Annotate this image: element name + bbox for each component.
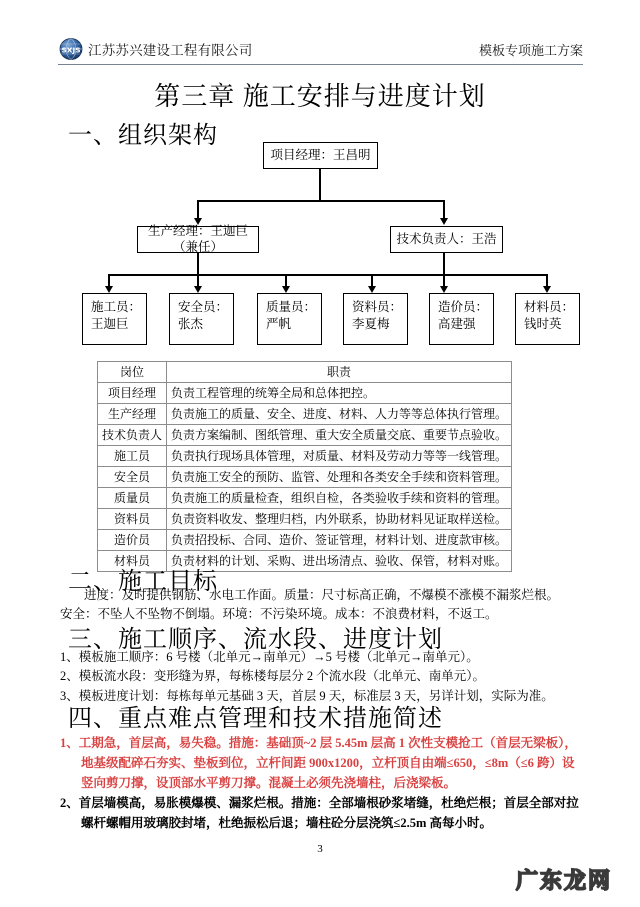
org-node-leaf-4 [343,293,408,345]
org-leaf-name-2: 张杰 [178,316,204,331]
org-connector-bus-level2 [197,200,445,202]
table-row [98,488,512,509]
duty-desc: 负责工程管理的统筹全局和总体把控。 [167,383,512,404]
duty-desc: 负责材料的计划、采购、进出场清点、验收、保管，材料对账。 [167,551,512,572]
org-arrow-leaf-6 [543,286,551,293]
header-company-name: 江苏苏兴建设工程有限公司 [88,43,253,58]
table-row [98,509,512,530]
table-row [98,530,512,551]
org-leaf-name-1: 王迦巨 [91,316,129,331]
org-node-leaf-2 [169,293,234,345]
org-connector-drop-right [443,200,445,220]
list-item [60,793,585,833]
duty-desc: 负责招投标、合同、造价、签证管理，材料计划、进度款审核。 [167,530,512,551]
org-leaf-role-4: 资料员： [352,300,403,314]
org-leaf-role-5: 造价员： [438,300,489,314]
table-row [98,404,512,425]
duty-desc: 负责执行现场具体管理，对质量、材料及劳动力等等一线管理。 [167,446,512,467]
header-left-group [58,38,252,60]
org-arrow-leaf-1 [105,286,113,293]
org-connector-root-stem [319,169,321,200]
page-header [58,36,583,66]
table-header-duty: 职责 [167,362,512,383]
list-item: 1、模板施工顺序：6 号楼（北单元→南单元）→5 号楼（北单元→南单元）。 [60,650,479,664]
duty-desc: 负责方案编制、图纸管理、重大安全质量交底、重要节点验收。 [167,425,512,446]
duty-desc: 负责施工的质量检查，组织自检，各类验收手续和资料的管理。 [167,488,512,509]
table-row [98,383,512,404]
list-item: 3、模板进度计划：每栋每单元基础 3 天，首层 9 天，标准层 3 天，另详计划，实际为准。 [60,688,554,703]
org-leaf-role-2: 安全员： [178,300,229,314]
org-node-technical-lead: 技术负责人：王浩 [390,226,503,253]
duty-desc: 负责施工安全的预防、监管、处理和各类安全手续和资料管理。 [167,467,512,488]
org-arrow-leaf-4 [368,286,376,293]
org-arrow-leaf-2 [194,286,202,293]
org-connector-bus-leaves [108,274,548,276]
duty-post: 资料员 [98,509,167,530]
table-header-row [98,362,512,383]
duty-post: 技术负责人 [98,425,167,446]
org-arrow-leaf-3 [282,286,290,293]
org-node-root: 项目经理：王昌明 [263,142,378,169]
org-leaf-role-1: 施工员： [91,300,142,314]
org-leaf-name-5: 高建强 [438,316,476,331]
org-node-leaf-5 [429,293,494,345]
org-node-leaf-3 [257,293,322,345]
duty-post: 施工员 [98,446,167,467]
duty-table [97,361,512,572]
section-heading-sequence: 三、施工顺序、流水段、进度计划 [68,627,443,653]
table-header-post: 岗位 [98,362,167,383]
key-point-text-1: 工期急，首层高，易失稳。措施：基础顶~2 层 5.45m 层高 1 次性支模抢工（首层无梁板），地基级配碎石夯实、垫板到位，立杆间距 900x1200，立杆顶自由端≤650，≤8m（≤6 跨）设竖向剪刀撑，设顶部水平剪刀撑。混凝土必须先浇墙柱，后浇梁板。 [78,736,577,790]
page-number: 3 [317,843,323,855]
org-node-leaf-1 [82,293,147,345]
duty-desc: 负责施工的质量、安全、进度、材料、人力等等总体执行管理。 [167,404,512,425]
goal-line-2: 安全：不坠人不坠物不倒塌。环境：不污染环境。成本：不浪费材料，不返工。 [60,607,498,622]
header-doc-title: 模板专项施工方案 [478,42,583,58]
key-point-text-2: 首层墙模高，易胀模爆模、漏浆烂根。措施：全部墙根砂浆堵缝，杜绝烂根；首层全部对拉螺杆螺帽用玻璃胶封堵，杜绝振松后退；墙柱砼分层浇筑≤2.5m 高每小时。 [78,796,579,830]
org-node-production-manager: 生产经理：王迦巨（兼任） [137,226,259,253]
table-row [98,446,512,467]
org-leaf-role-3: 质量员： [266,300,317,314]
org-connector-drop-left [197,200,199,220]
org-arrow-leaf-5 [440,286,448,293]
section-heading-org: 一、组织架构 [68,123,218,149]
key-point-number-1: 1、 [60,736,79,750]
org-leaf-name-6: 钱时英 [524,316,562,331]
table-row [98,425,512,446]
duty-post: 材料员 [98,551,167,572]
org-chart [0,140,640,355]
globe-logo-icon [58,38,84,60]
list-item [60,733,585,793]
section-heading-goal: 二、施工目标 [68,569,218,595]
duty-post: 生产经理 [98,404,167,425]
list-item: 2、模板流水段：变形缝为界，每栋楼每层分 2 个流水段（北单元、南单元）。 [60,669,486,684]
header-divider [58,64,583,65]
key-point-number-2: 2、 [60,796,79,810]
duty-desc: 负责资料收发、整理归档，内外联系，协助材料见证取样送检。 [167,509,512,530]
section-heading-key-points: 四、重点难点管理和技术措施简述 [68,706,443,732]
chapter-title: 第三章 施工安排与进度计划 [154,82,486,111]
svg-text:SXJS: SXJS [61,45,81,55]
org-leaf-name-4: 李夏梅 [352,316,390,331]
org-node-leaf-6 [515,293,580,345]
duty-post: 造价员 [98,530,167,551]
duty-post: 安全员 [98,467,167,488]
org-connector-stem-right2 [443,253,445,274]
org-arrow-right [440,218,448,225]
org-leaf-name-3: 严帆 [266,316,292,331]
duty-post: 项目经理 [98,383,167,404]
key-points-list [60,733,585,833]
goal-line-1: 进度：及时提供钢筋、水电工作面。质量：尺寸标高正确，不爆模不涨模不漏浆烂根。 [84,588,560,602]
duty-post: 质量员 [98,488,167,509]
table-row [98,467,512,488]
org-connector-stem-left2 [197,253,199,274]
watermark: 广东龙网 [515,869,612,894]
org-leaf-role-6: 材料员： [524,300,575,314]
